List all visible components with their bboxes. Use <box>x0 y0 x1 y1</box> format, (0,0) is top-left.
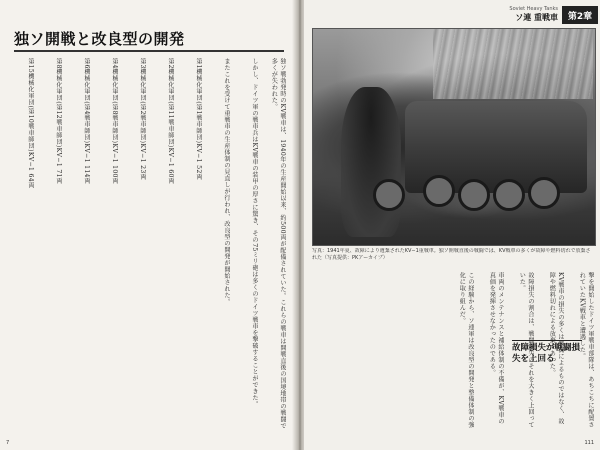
text-column-9: 第8機械化軍団(第12戦車師団)KV−1 71両 <box>55 58 62 185</box>
page-number-left: 7 <box>6 440 10 446</box>
left-text-columns <box>14 58 286 430</box>
text-column-1: 独ソ戦勃発時のKV戦車は、1940年の生産開始以来、約500両が配備されていた。これらの戦車は開戦直後の国境地帯の戦闘で多くが失われた。 <box>270 58 286 429</box>
page-number-right: 111 <box>584 440 594 446</box>
text-column-r4: 車両のメンテナンスと補給体制の不備が、KV戦車の真価を発揮させなかったのである。 <box>488 272 504 425</box>
chapter-badge: 第2章 <box>562 6 598 24</box>
text-column-8: 第6機械化軍団(第4戦車師団)KV−1 114両 <box>83 58 90 185</box>
photo-soldier <box>341 87 401 237</box>
text-column-2: しかし、ドイツ軍の戦車兵はKV戦車の装甲の厚さに驚き、その75ミリ砲は多くのドイツ戦車を撃破することができた。 <box>251 58 258 408</box>
text-column-r3: 故障損失の割合は、戦闘損失のそれを大きく上回っていた。 <box>518 272 534 428</box>
text-column-10: 第15機械化軍団(第10戦車師団)KV−1 64両 <box>27 58 34 189</box>
section-subhead: 故障損失が戦闘損失を上回る <box>512 340 582 365</box>
text-column-7: 第4機械化軍団(第8戦車師団)KV−1 100両 <box>111 58 118 185</box>
photo-spare-wheel <box>373 179 405 211</box>
text-column-r1: 撃を開始したドイツ軍戦車部隊は、あちこちに配置されていたKV戦車と遭遇した。 <box>578 272 594 428</box>
left-page <box>0 0 296 450</box>
tank-photo <box>312 28 596 246</box>
photo-tank-wheel <box>458 179 490 211</box>
photo-caption: 写真：1941年夏、故障により遺棄されたKV−1重戦車。独ソ開戦直後の戦闘では、KV戦車の多くが故障や燃料切れで放棄された（写真提供：PKアーカイブ） <box>312 248 591 261</box>
photo-trees <box>433 29 593 99</box>
text-column-r2: KV戦車の損失の多くは戦闘によるものではなく、故障や燃料切れによる放棄であった。 <box>548 272 564 425</box>
text-column-r5: この経験から、ソ連軍は改良型の開発と整備体制の強化に取り組んだ。 <box>458 272 474 428</box>
text-column-6: 第3機械化軍団(第2戦車師団)KV−1 23両 <box>139 58 146 181</box>
running-header-sub: Soviet Heavy Tanks <box>509 6 558 12</box>
running-header <box>509 6 558 23</box>
photo-tank-wheel <box>423 175 455 207</box>
text-column-3: またこれを受けて重戦車の生産体制の見直しが行われ、改良型の開発が開始された。 <box>223 58 230 305</box>
photo-tank-wheel <box>493 179 525 211</box>
running-header-main: ソ連 重戦車 <box>515 13 558 22</box>
title-rule <box>14 50 284 52</box>
photo-tank-wheel <box>528 177 560 209</box>
text-column-5: 第2機械化軍団(第11戦車師団)KV−1 60両 <box>167 58 174 185</box>
text-column-4: 第1機械化軍団(第1戦車師団)KV−1 52両 <box>195 58 202 181</box>
right-page <box>304 0 600 450</box>
article-title: 独ソ開戦と改良型の開発 <box>14 30 185 48</box>
